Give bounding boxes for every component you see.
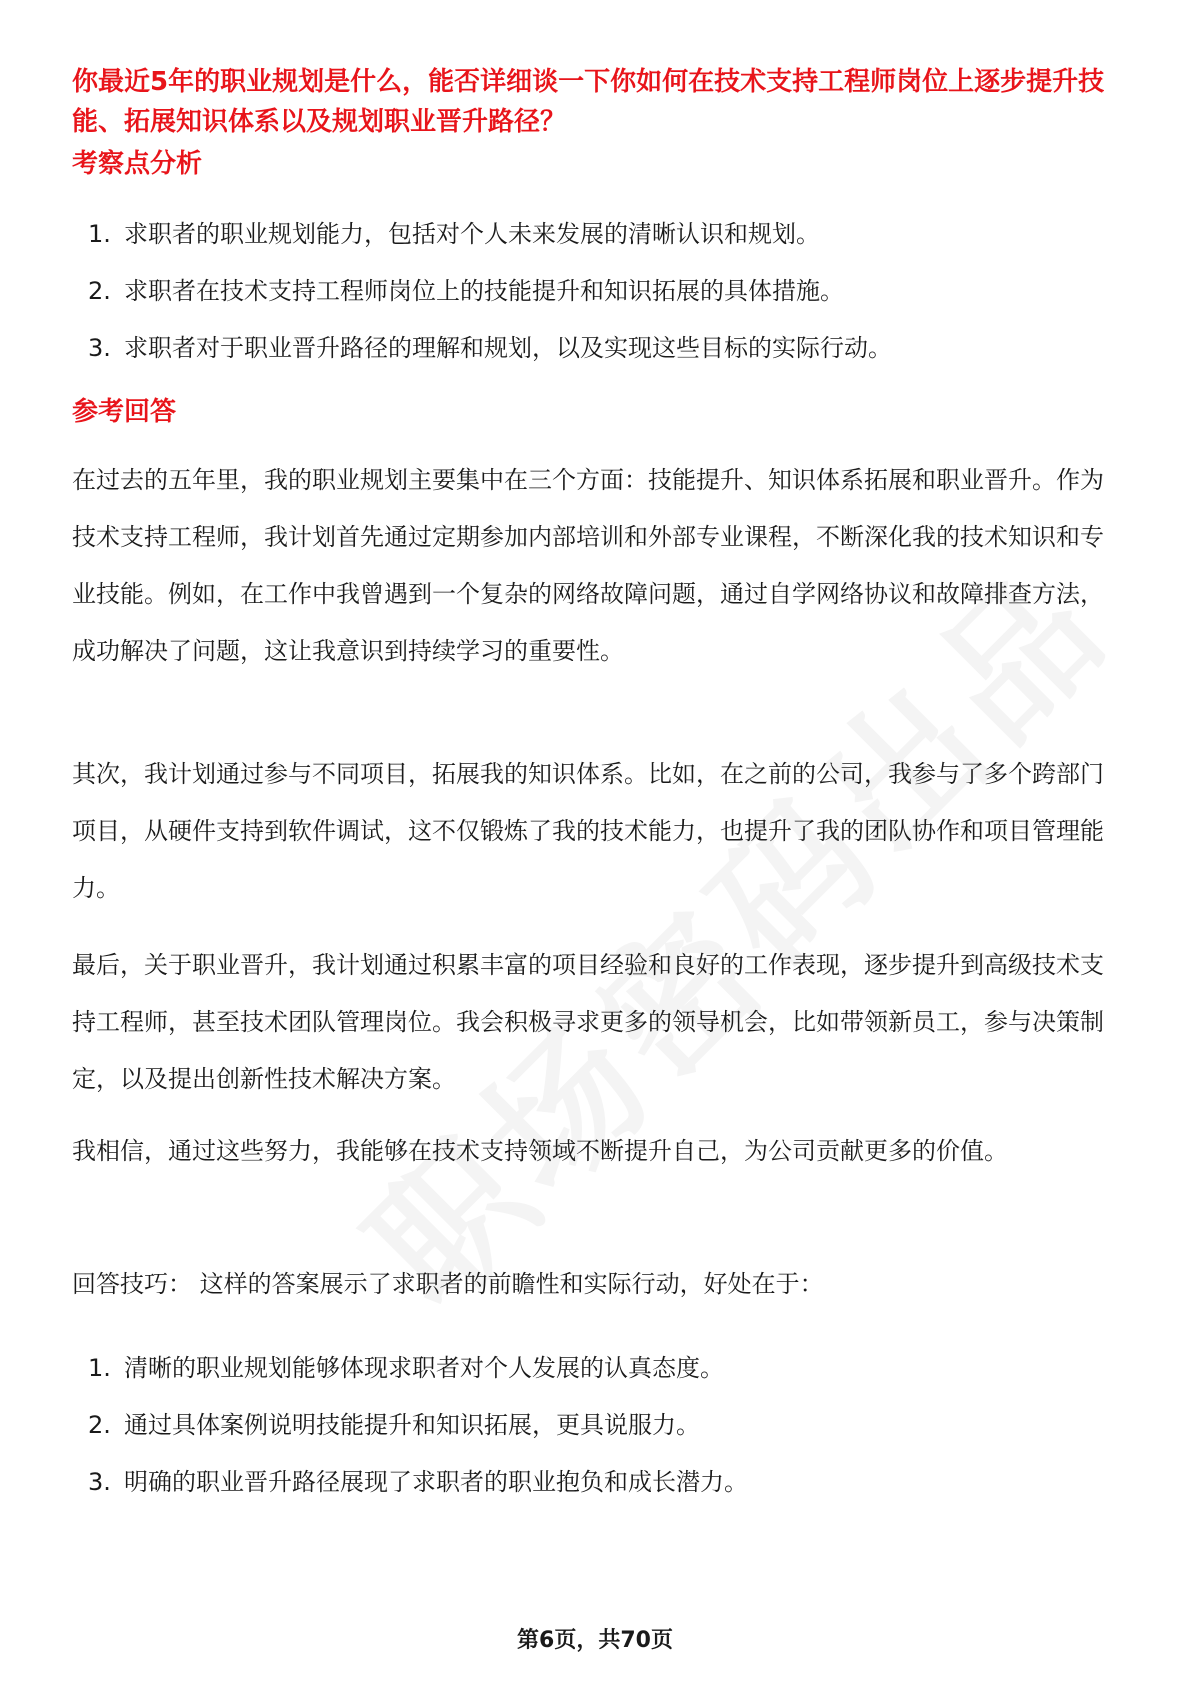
page-number: 第6页，共70页 [517, 1628, 673, 1653]
list-item-number: 1. [88, 1354, 111, 1382]
list-item-number: 1. [88, 220, 111, 248]
list-item-number: 2. [88, 277, 111, 305]
list-item [72, 330, 1122, 387]
list-item-text: 通过具体案例说明技能提升和知识拓展，更具说服力。 [124, 1411, 700, 1439]
answer-paragraph-1: 在过去的五年里，我的职业规划主要集中在三个方面：技能提升、知识体系拓展和职业晋升。作为技术支持工程师，我计划首先通过定期参加内部培训和外部专业课程，不断深化我的技术知识和专业技能。例如，在工作中我曾遇到一个复杂的网络故障问题，通过自学网络协议和故障排查方法，成功解决了问题，这让我意识到持续学习的重要性。 [72, 466, 1104, 665]
list-item-number: 3. [88, 334, 111, 362]
list-item-number: 3. [88, 1468, 111, 1496]
question-title: 你最近5年的职业规划是什么，能否详细谈一下你如何在技术支持工程师岗位上逐步提升技能、拓展知识体系以及规划职业晋升路径？ [72, 67, 1105, 137]
list-item [72, 1407, 1122, 1464]
answer-paragraph-3: 最后，关于职业晋升，我计划通过积累丰富的项目经验和良好的工作表现，逐步提升到高级技术支持工程师，甚至技术团队管理岗位。我会积极寻求更多的领导机会，比如带领新员工，参与决策制定，以及提出创新性技术解决方案。 [72, 951, 1104, 1093]
analysis-list [72, 216, 1122, 387]
list-item [72, 1350, 1122, 1407]
list-item-text: 明确的职业晋升路径展现了求职者的职业抱负和成长潜力。 [124, 1468, 748, 1496]
list-item-number: 2. [88, 1411, 111, 1439]
list-item [72, 216, 1122, 273]
list-item-text: 求职者在技术支持工程师岗位上的技能提升和知识拓展的具体措施。 [124, 277, 844, 305]
tips-list [72, 1350, 1122, 1521]
list-item [72, 273, 1122, 330]
answer-heading: 参考回答 [72, 397, 177, 427]
tips-intro: 回答技巧： 这样的答案展示了求职者的前瞻性和实际行动，好处在于： [72, 1270, 824, 1298]
answer-paragraph-4: 我相信，通过这些努力，我能够在技术支持领域不断提升自己，为公司贡献更多的价值。 [72, 1137, 1008, 1165]
list-item-text: 求职者对于职业晋升路径的理解和规划，以及实现这些目标的实际行动。 [124, 334, 892, 362]
analysis-heading: 考察点分析 [72, 149, 203, 179]
list-item-text: 求职者的职业规划能力，包括对个人未来发展的清晰认识和规划。 [124, 220, 820, 248]
answer-paragraph-2: 其次，我计划通过参与不同项目，拓展我的知识体系。比如，在之前的公司，我参与了多个跨部门项目，从硬件支持到软件调试，这不仅锻炼了我的技术能力，也提升了我的团队协作和项目管理能力。 [72, 760, 1104, 902]
list-item-text: 清晰的职业规划能够体现求职者对个人发展的认真态度。 [124, 1354, 724, 1382]
list-item [72, 1464, 1122, 1521]
